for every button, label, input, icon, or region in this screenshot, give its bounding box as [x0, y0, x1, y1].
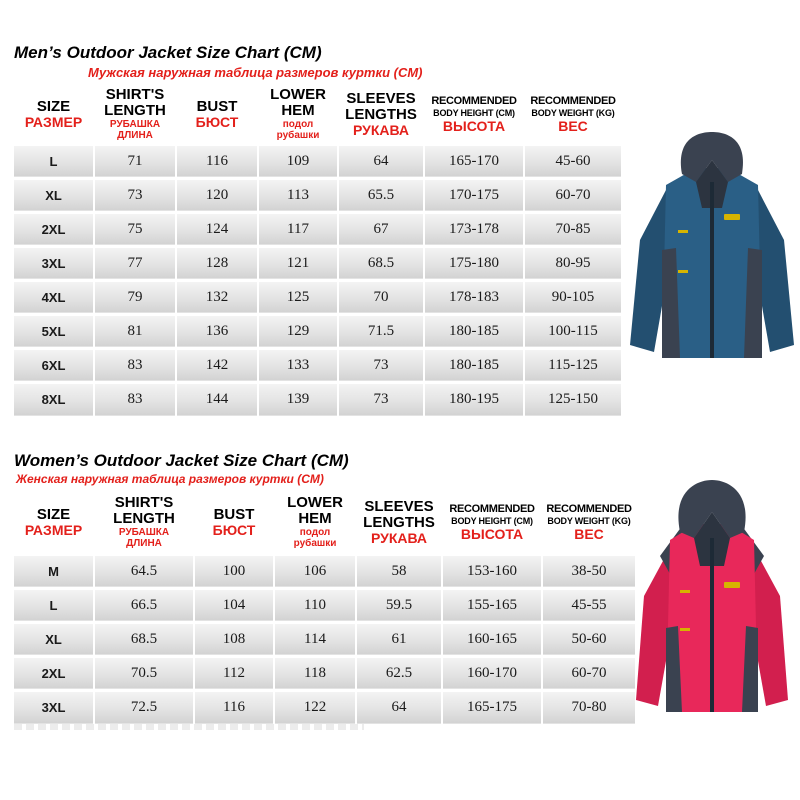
sleeves-cell: 59.5 [356, 588, 442, 622]
weight-cell: 100-115 [524, 314, 622, 348]
men-jacket-image [626, 130, 798, 370]
height-cell: 165-170 [424, 144, 524, 178]
height-cell: 180-195 [424, 382, 524, 416]
size-cell: 4XL [14, 280, 94, 314]
hem-cell: 122 [274, 690, 356, 724]
header-size-ru: РАЗМЕР [24, 113, 83, 130]
header-height-ru: ВЫСОТА [442, 117, 506, 134]
header-weight [542, 492, 636, 554]
bust-cell: 128 [176, 246, 258, 280]
header-hem-ru2: рубашки [276, 130, 320, 142]
men-chart-subtitle: Мужская наружная таблица размеров куртки (CM) [88, 65, 423, 80]
women-jacket-pocket [680, 590, 690, 593]
sleeves-cell: 70 [338, 280, 424, 314]
length-cell: 72.5 [94, 690, 194, 724]
height-cell: 178-183 [424, 280, 524, 314]
header-height-en2: BODY HEIGHT (CM) [451, 515, 533, 526]
men-jacket-zipper [710, 182, 714, 358]
header-bust-en: BUST [196, 97, 238, 115]
weight-cell: 70-80 [542, 690, 636, 724]
header-hem-en1: LOWER [287, 494, 343, 512]
bust-cell: 142 [176, 348, 258, 382]
men-table-row [14, 314, 622, 348]
hem-cell: 139 [258, 382, 338, 416]
header-weight-ru: ВЕС [574, 525, 604, 542]
header-length-ru2: ДЛИНА [117, 130, 153, 142]
header-hem [258, 86, 338, 144]
size-cell: 2XL [14, 656, 94, 690]
women-table-row [14, 622, 636, 656]
hem-cell: 129 [258, 314, 338, 348]
bust-cell: 120 [176, 178, 258, 212]
header-size [14, 492, 94, 554]
weight-cell: 45-60 [524, 144, 622, 178]
hem-cell: 113 [258, 178, 338, 212]
header-hem-en2: HEM [281, 102, 315, 120]
men-chart-title: Men’s Outdoor Jacket Size Chart (CM) [14, 43, 322, 62]
bust-cell: 124 [176, 212, 258, 246]
header-bust [176, 86, 258, 144]
men-table-body [14, 144, 622, 416]
header-weight-en1: RECOMMENDED [530, 94, 616, 107]
header-weight [524, 86, 622, 144]
women-chart-title: Women’s Outdoor Jacket Size Chart (CM) [14, 451, 349, 470]
length-cell: 64.5 [94, 554, 194, 588]
women-table-row [14, 656, 636, 690]
hem-cell: 118 [274, 656, 356, 690]
faded-caption-remnant [14, 724, 364, 730]
header-length [94, 492, 194, 554]
header-height-en1: RECOMMENDED [449, 502, 535, 515]
height-cell: 165-175 [442, 690, 542, 724]
header-hem-ru2: рубашки [293, 538, 337, 550]
length-cell: 79 [94, 280, 176, 314]
women-table-body [14, 554, 636, 724]
header-height [424, 86, 524, 144]
header-length-en2: LENGTH [104, 102, 166, 120]
header-sleeves-en2: LENGTHS [363, 513, 435, 531]
sleeves-cell: 68.5 [338, 246, 424, 280]
header-sleeves-en1: SLEEVES [346, 89, 416, 107]
men-header-row [14, 86, 622, 144]
bust-cell: 132 [176, 280, 258, 314]
bust-cell: 116 [176, 144, 258, 178]
bust-cell: 144 [176, 382, 258, 416]
size-cell: 6XL [14, 348, 94, 382]
length-cell: 68.5 [94, 622, 194, 656]
header-hem [274, 492, 356, 554]
height-cell: 160-165 [442, 622, 542, 656]
header-bust-ru: БЮСТ [212, 521, 256, 538]
men-jacket-pocket [678, 230, 688, 233]
header-weight-en2: BODY WEIGHT (KG) [547, 515, 631, 526]
header-hem-en2: HEM [298, 510, 332, 528]
height-cell: 175-180 [424, 246, 524, 280]
header-sleeves-en1: SLEEVES [364, 497, 434, 515]
length-cell: 70.5 [94, 656, 194, 690]
size-cell: 5XL [14, 314, 94, 348]
size-cell: XL [14, 178, 94, 212]
hem-cell: 125 [258, 280, 338, 314]
height-cell: 170-175 [424, 178, 524, 212]
header-length [94, 86, 176, 144]
weight-cell: 60-70 [542, 656, 636, 690]
bust-cell: 108 [194, 622, 274, 656]
size-cell: M [14, 554, 94, 588]
length-cell: 73 [94, 178, 176, 212]
height-cell: 180-185 [424, 314, 524, 348]
length-cell: 81 [94, 314, 176, 348]
size-cell: L [14, 588, 94, 622]
men-jacket-pocket-2 [678, 270, 688, 273]
men-table-row [14, 280, 622, 314]
hem-cell: 114 [274, 622, 356, 656]
header-bust [194, 492, 274, 554]
header-weight-ru: ВЕС [558, 117, 588, 134]
weight-cell: 45-55 [542, 588, 636, 622]
size-cell: 2XL [14, 212, 94, 246]
length-cell: 71 [94, 144, 176, 178]
women-table-row [14, 588, 636, 622]
header-length-en1: SHIRT'S [105, 86, 165, 104]
header-sleeves [338, 86, 424, 144]
header-sleeves [356, 492, 442, 554]
length-cell: 83 [94, 348, 176, 382]
women-table-row [14, 690, 636, 724]
header-sleeves-ru: РУКАВА [352, 121, 410, 138]
size-cell: 3XL [14, 690, 94, 724]
header-size-en: SIZE [36, 505, 71, 523]
men-table-row [14, 178, 622, 212]
height-cell: 153-160 [442, 554, 542, 588]
weight-cell: 50-60 [542, 622, 636, 656]
women-header-row [14, 492, 636, 554]
sleeves-cell: 58 [356, 554, 442, 588]
men-table-row [14, 144, 622, 178]
sleeves-cell: 61 [356, 622, 442, 656]
men-table-row [14, 382, 622, 416]
header-hem-ru1: подол [299, 527, 331, 539]
women-chart-subtitle: Женская наружная таблица размеров куртки (CM) [16, 472, 324, 486]
header-height-en2: BODY HEIGHT (CM) [433, 107, 515, 118]
header-weight-en1: RECOMMENDED [546, 502, 632, 515]
men-size-table [14, 86, 623, 416]
header-bust-ru: БЮСТ [195, 113, 239, 130]
women-jacket-logo [724, 582, 740, 588]
men-table-row [14, 246, 622, 280]
sleeves-cell: 65.5 [338, 178, 424, 212]
bust-cell: 112 [194, 656, 274, 690]
height-cell: 160-170 [442, 656, 542, 690]
hem-cell: 117 [258, 212, 338, 246]
size-cell: L [14, 144, 94, 178]
header-length-ru1: РУБАШКА [109, 119, 161, 131]
header-sleeves-en2: LENGTHS [345, 105, 417, 123]
women-jacket-image [630, 478, 794, 722]
sleeves-cell: 62.5 [356, 656, 442, 690]
sleeves-cell: 67 [338, 212, 424, 246]
bust-cell: 104 [194, 588, 274, 622]
sleeves-cell: 71.5 [338, 314, 424, 348]
size-cell: 8XL [14, 382, 94, 416]
bust-cell: 116 [194, 690, 274, 724]
bust-cell: 136 [176, 314, 258, 348]
weight-cell: 70-85 [524, 212, 622, 246]
sleeves-cell: 64 [338, 144, 424, 178]
length-cell: 83 [94, 382, 176, 416]
header-length-ru2: ДЛИНА [126, 538, 162, 550]
header-weight-en2: BODY WEIGHT (KG) [531, 107, 615, 118]
length-cell: 75 [94, 212, 176, 246]
header-hem-en1: LOWER [270, 86, 326, 104]
men-table-row [14, 348, 622, 382]
hem-cell: 133 [258, 348, 338, 382]
header-size-ru: РАЗМЕР [24, 521, 83, 538]
height-cell: 173-178 [424, 212, 524, 246]
header-length-en2: LENGTH [113, 510, 175, 528]
header-size-en: SIZE [36, 97, 71, 115]
hem-cell: 110 [274, 588, 356, 622]
header-height-en1: RECOMMENDED [431, 94, 517, 107]
size-cell: XL [14, 622, 94, 656]
hem-cell: 121 [258, 246, 338, 280]
header-bust-en: BUST [213, 505, 255, 523]
header-height [442, 492, 542, 554]
bust-cell: 100 [194, 554, 274, 588]
hem-cell: 106 [274, 554, 356, 588]
women-jacket-zipper [710, 538, 714, 712]
header-size [14, 86, 94, 144]
weight-cell: 115-125 [524, 348, 622, 382]
height-cell: 180-185 [424, 348, 524, 382]
weight-cell: 125-150 [524, 382, 622, 416]
men-table-row [14, 212, 622, 246]
women-table-row [14, 554, 636, 588]
size-cell: 3XL [14, 246, 94, 280]
weight-cell: 38-50 [542, 554, 636, 588]
women-size-table [14, 492, 637, 724]
sleeves-cell: 64 [356, 690, 442, 724]
header-height-ru: ВЫСОТА [460, 525, 524, 542]
hem-cell: 109 [258, 144, 338, 178]
header-hem-ru1: подол [282, 119, 314, 131]
men-jacket-logo [724, 214, 740, 220]
weight-cell: 80-95 [524, 246, 622, 280]
length-cell: 66.5 [94, 588, 194, 622]
height-cell: 155-165 [442, 588, 542, 622]
weight-cell: 60-70 [524, 178, 622, 212]
header-sleeves-ru: РУКАВА [370, 529, 428, 546]
women-jacket-pocket-2 [680, 628, 690, 631]
weight-cell: 90-105 [524, 280, 622, 314]
sleeves-cell: 73 [338, 348, 424, 382]
header-length-en1: SHIRT'S [114, 494, 174, 512]
length-cell: 77 [94, 246, 176, 280]
sleeves-cell: 73 [338, 382, 424, 416]
header-length-ru1: РУБАШКА [118, 527, 170, 539]
